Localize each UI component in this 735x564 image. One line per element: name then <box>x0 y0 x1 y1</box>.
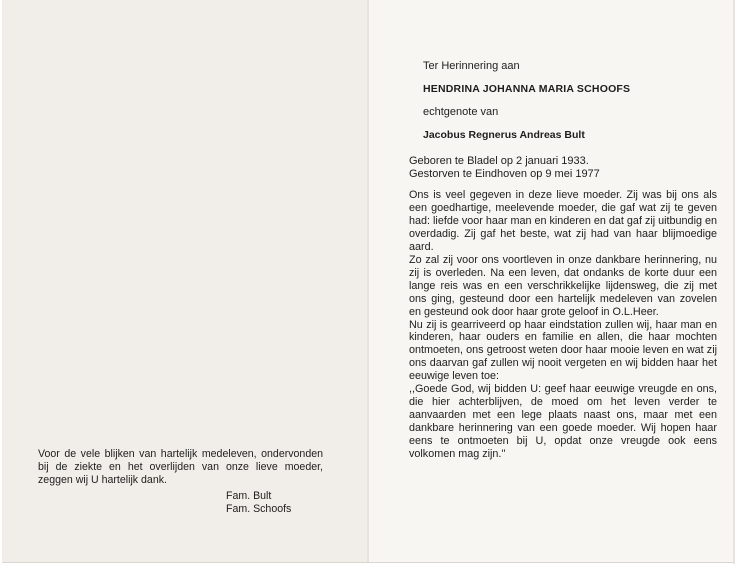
memorial-text <box>409 189 717 461</box>
birth-line: Geboren te Bladel op 2 januari 1933. <box>409 155 589 167</box>
death-line: Gestorven te Eindhoven op 9 mei 1977 <box>409 168 600 180</box>
intro-text: Ter Herinnering aan <box>423 60 520 72</box>
memorial-paragraph: Ons is veel gegeven in deze lieve moeder. Zij was bij ons als een goedhartige, meelevende moeder, die gaf wat zij te geven had: liefde voor haar man en kinderen en dat gaf zij uitbundig en overdadig. Zij gaf het beste, wat zij had van haar blijmoedige aard. <box>409 189 717 253</box>
spouse-name: Jacobus Regnerus Andreas Bult <box>423 129 585 141</box>
thanks-text: Voor de vele blijken van hartelijk medeleven, ondervonden bij de ziekte en het overlijden van onze lieve moeder, zeggen wij U hartelijk dank. <box>38 448 323 487</box>
prayer-paragraph: ,,Goede God, wij bidden U: geef haar eeuwige vreugde en ons, die hier achterblijven, de moed om het leven verder te aanvaarden met een lege plaats naast ons, maar met een dankbare herinnering van een goede moeder. Wij hopen haar eens te ontmoeten bij U, opdat onze vreugde ook eens volkomen mag zijn.'' <box>409 383 717 461</box>
memorial-paragraph: Zo zal zij voor ons voortleven in onze dankbare herinnering, nu zij is overleden. Na een leven, dat ondanks de korte duur een lange reis was en een verschrikkelijke lijdensweg, die zij met ons ging, gesteund door een hartelijk medeleven van zovelen en gesteund ook door haar grote geloof in O.L.Heer. <box>409 253 717 318</box>
memorial-paragraph: Nu zij is gearriveerd op haar eindstation zullen wij, haar man en kinderen, haar ouders en familie en allen, die haar mochten ontmoeten, ons getroost weten door haar mooie leven en wat zij ons daarvan gaf zullen wij nooit vergeten en wij bidden haar het eeuwige leven toe: <box>409 318 717 383</box>
signature-bult: Fam. Bult <box>226 490 272 502</box>
deceased-name: HENDRINA JOHANNA MARIA SCHOOFS <box>423 83 631 95</box>
signature-schoofs: Fam. Schoofs <box>226 503 292 515</box>
spouse-intro: echtgenote van <box>423 106 499 118</box>
